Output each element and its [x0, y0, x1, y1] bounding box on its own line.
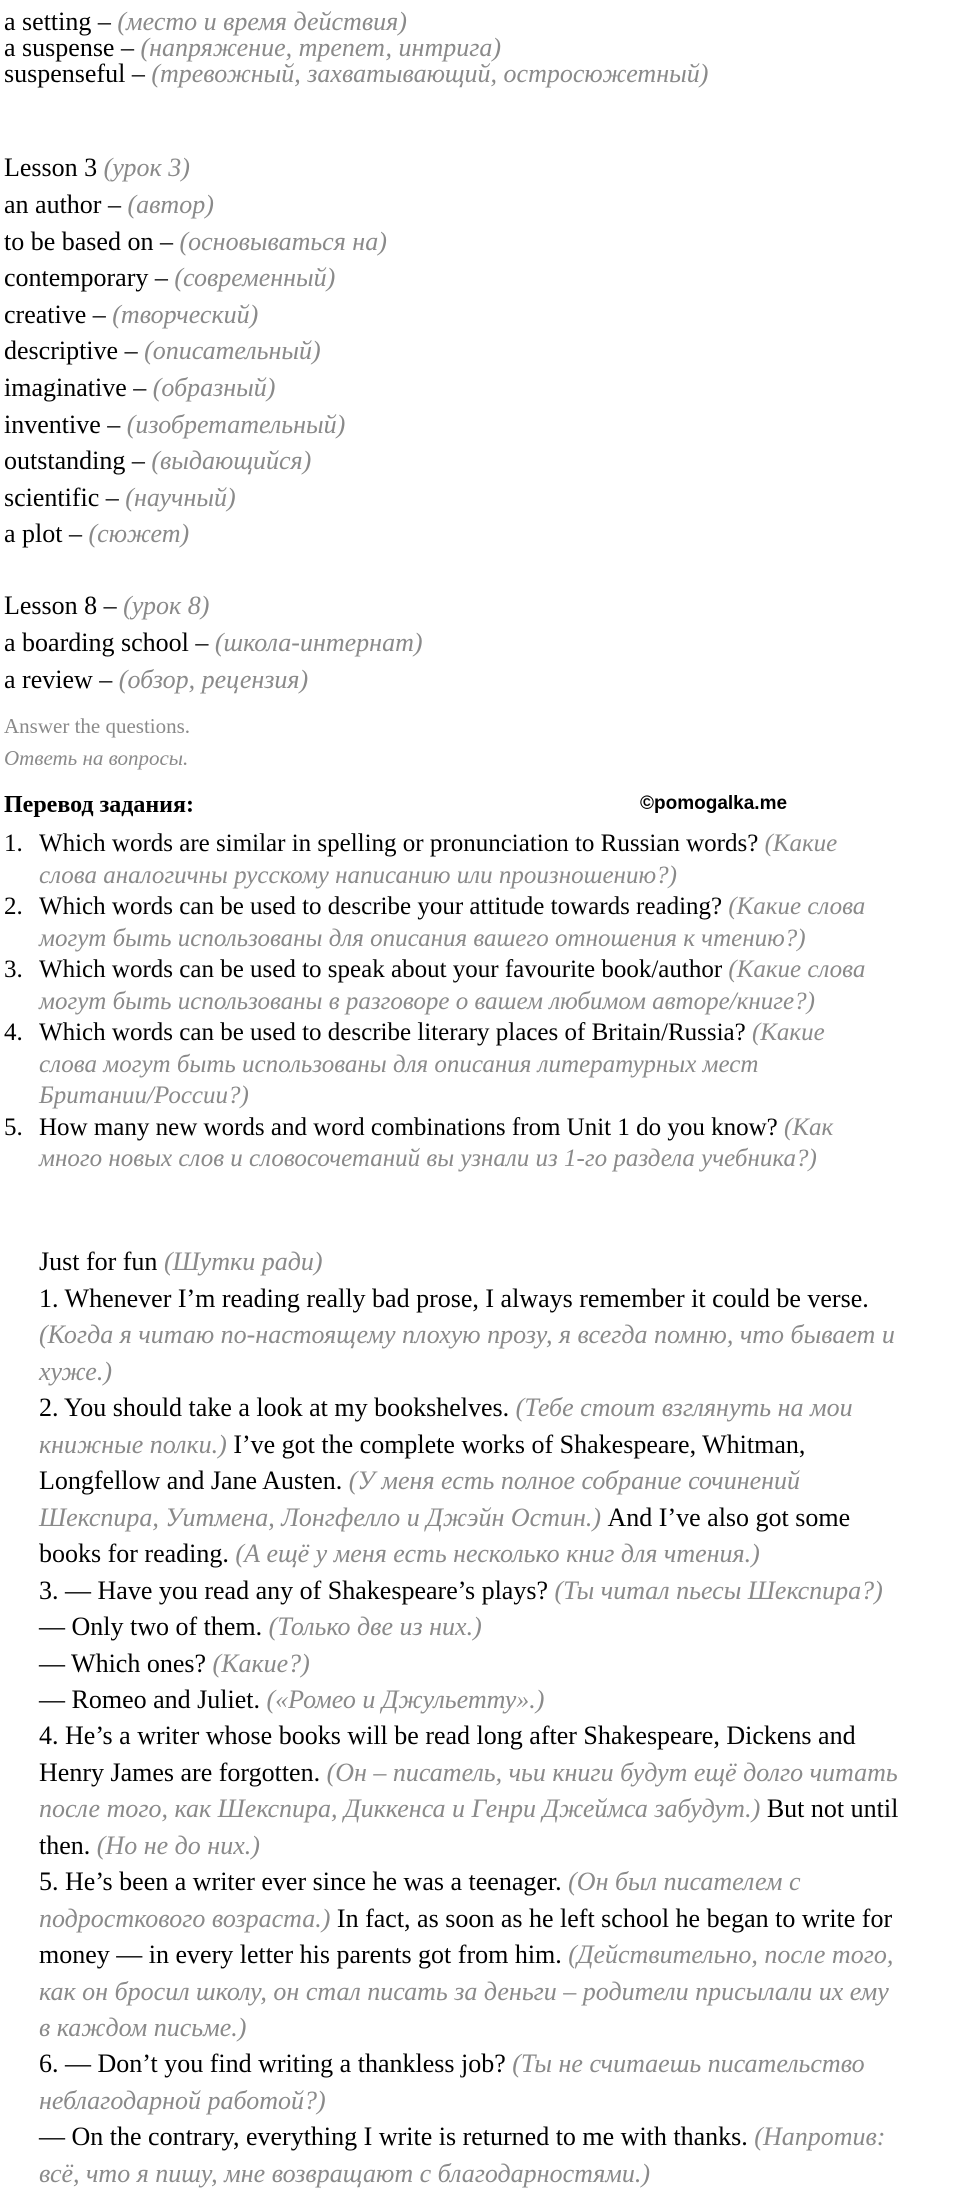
- vocab-translation: (современный): [174, 263, 336, 293]
- joke-translation: Шекспира, Уитмена, Лонгфелло и Джэйн Остин.): [39, 1502, 602, 1532]
- joke-text: 4. He’s a writer whose books will be read long after Shakespeare, Dickens and: [39, 1721, 856, 1751]
- joke-text: 1. Whenever I’m reading really bad prose, I always remember it could be verse.: [39, 1284, 869, 1313]
- joke-translation: (Ты не считаешь писательство: [512, 2049, 865, 2079]
- joke-text: money — in every letter his parents got from him.: [39, 1940, 562, 1970]
- joke-translation: (Только две из них.): [268, 1612, 482, 1642]
- question-text: Which words can be used to speak about your favourite book/author: [39, 956, 723, 983]
- vocab-word: to be based on: [4, 226, 154, 256]
- joke-translation: (Какие?): [212, 1648, 310, 1678]
- joke-text: But not until: [766, 1794, 899, 1824]
- question-translation: могут быть использованы для описания вашего отношения к чтению?): [39, 924, 806, 952]
- joke-line: [39, 1936, 893, 1973]
- joke-translation: всё, что я пишу, мне возвращают с благодарностями.): [39, 2158, 651, 2188]
- joke-line: [39, 1754, 898, 1791]
- vocab-word: inventive: [4, 409, 101, 439]
- joke-line: [39, 1900, 892, 1937]
- fun-title-text: Just for fun: [39, 1247, 158, 1276]
- vocab-word: a plot: [4, 519, 63, 549]
- vocab-line: contemporary – (современный): [4, 263, 336, 293]
- joke-translation: (Тебе стоит взглянуть на мои: [515, 1393, 853, 1423]
- joke-line: [39, 1389, 853, 1426]
- joke-text: 5. He’s been a writer ever since he was a teenager.: [39, 1867, 562, 1897]
- question-translation: (Какие слова: [728, 893, 866, 920]
- question-text: Which words are similar in spelling or pronunciation to Russian words?: [39, 830, 759, 857]
- question-text: How many new words and word combinations from Unit 1 do you know?: [39, 1113, 778, 1141]
- joke-line: [39, 1499, 850, 1536]
- lesson-3-heading: [4, 149, 190, 186]
- vocab-line: a setting – (место и время действия): [4, 7, 407, 36]
- joke-line: [39, 1973, 889, 2010]
- vocab-translation: (школа-интернат): [214, 628, 423, 657]
- vocab-word: a boarding school: [4, 628, 189, 657]
- question-translation: (Какие слова: [728, 956, 866, 983]
- joke-translation: (Действительно, после того,: [568, 1940, 894, 1970]
- vocab-translation: (основываться на): [179, 226, 387, 256]
- joke-translation: в каждом письме.): [39, 2013, 247, 2042]
- question-translation: (Какие: [751, 1019, 825, 1046]
- vocab-word: creative: [4, 299, 87, 329]
- joke-translation: (У меня есть полное собрание сочинений: [348, 1466, 801, 1496]
- joke-text: In fact, as soon as he left school he began to write for: [336, 1903, 893, 1933]
- vocab-line: to be based on – (основываться на): [4, 226, 387, 256]
- vocab-line: a plot – (сюжет): [4, 519, 190, 549]
- translation-header: Перевод задания:: [4, 792, 194, 818]
- question-number: 5.: [4, 1113, 23, 1141]
- vocab-translation: (образный): [152, 373, 276, 402]
- joke-line: [39, 1535, 760, 1572]
- lesson-title-translation: (урок 3): [103, 153, 190, 182]
- joke-text: — On the contrary, everything I write is returned to me with thanks.: [39, 2122, 748, 2152]
- question-number: 1.: [4, 830, 23, 857]
- joke-text: I’ve got the complete works of Shakespeare, Whitman,: [233, 1429, 806, 1459]
- joke-translation: (Когда я читаю по-настоящему плохую прозу, я всегда помню, что бывает и: [39, 1320, 895, 1350]
- question-translation: слова могут быть использованы для описания литературных мест: [39, 1050, 759, 1078]
- joke-line: [39, 1863, 801, 1900]
- joke-line: [39, 1645, 310, 1682]
- vocab-line: an author – (автор): [4, 190, 214, 219]
- joke-line: [39, 1462, 800, 1499]
- joke-translation: подросткового возраста.): [39, 1903, 331, 1933]
- question-number: 2.: [4, 893, 23, 920]
- vocab-line: a boarding school – (школа-интернат): [4, 628, 423, 657]
- question-translation: слова аналогичны русскому написанию или произношению?): [39, 861, 677, 889]
- joke-translation: хуже.): [39, 1356, 112, 1386]
- vocab-line: creative – (творческий): [4, 299, 259, 329]
- joke-text: — Only two of them.: [39, 1612, 263, 1642]
- joke-text: Longfellow and Jane Austen.: [39, 1466, 343, 1496]
- question-translation: (Какие: [764, 830, 838, 857]
- joke-translation: как он бросил школу, он стал писать за деньги – родители присылали их ему: [39, 1976, 889, 2006]
- vocab-word: imaginative: [4, 373, 127, 402]
- joke-translation: (Он – писатель, чьи книги будут ещё долго читать: [326, 1757, 898, 1787]
- lesson-title: Lesson 8: [4, 591, 98, 620]
- fun-title: [39, 1243, 323, 1280]
- watermark: ©pomogalka.me: [640, 793, 788, 814]
- vocab-translation: (автор): [127, 190, 214, 219]
- joke-line: [39, 2082, 326, 2119]
- joke-line: [39, 1426, 805, 1463]
- joke-line: [39, 1572, 883, 1609]
- joke-translation: после того, как Шекспира, Диккенса и Генри Джеймса забудут.): [39, 1794, 761, 1824]
- joke-line: [39, 2155, 650, 2192]
- vocab-word: descriptive: [4, 336, 119, 366]
- vocab-translation: (изобретательный): [126, 409, 346, 439]
- joke-translation: (Он был писателем с: [568, 1867, 801, 1897]
- vocab-translation: (описательный): [144, 336, 321, 366]
- vocab-line: inventive – (изобретательный): [4, 409, 346, 439]
- task-text: Answer the questions.: [4, 714, 191, 738]
- vocab-line: descriptive – (описательный): [4, 336, 321, 366]
- joke-line: [39, 1316, 895, 1353]
- question-text: Which words can be used to describe literary places of Britain/Russia?: [39, 1019, 746, 1046]
- joke-translation: неблагодарной работой?): [39, 2085, 326, 2115]
- joke-line: [39, 1827, 260, 1864]
- joke-translation: книжные полки.): [39, 1429, 227, 1459]
- vocab-line: scientific – (научный): [4, 482, 236, 512]
- vocab-word: an author: [4, 190, 102, 219]
- vocab-translation: (тревожный, захватывающий, остросюжетный): [151, 59, 709, 88]
- joke-text: 2. You should take a look at my bookshelves.: [39, 1393, 510, 1423]
- question-text: Which words can be used to describe your attitude towards reading?: [39, 893, 723, 920]
- joke-translation: (Но не до них.): [96, 1830, 260, 1860]
- vocab-word: a suspense: [4, 33, 115, 62]
- vocab-word: outstanding: [4, 446, 126, 476]
- joke-text: 3. — Have you read any of Shakespeare’s plays?: [39, 1575, 548, 1605]
- vocab-translation: (напряжение, трепет, интрига): [140, 33, 502, 62]
- lesson-title: Lesson 3: [4, 153, 98, 182]
- vocab-line: a review – (обзор, рецензия): [4, 664, 309, 694]
- joke-line: [39, 1790, 898, 1827]
- question-translation: Британии/России?): [39, 1082, 249, 1109]
- vocab-translation: (творческий): [112, 299, 259, 329]
- fun-title-translation: (Шутки ради): [163, 1247, 323, 1276]
- joke-line: [39, 2009, 246, 2046]
- question-line: [4, 1140, 817, 1177]
- vocab-translation: (научный): [125, 482, 236, 512]
- joke-line: [39, 1717, 856, 1754]
- vocab-line: imaginative – (образный): [4, 373, 276, 402]
- vocab-word: contemporary: [4, 263, 149, 293]
- joke-line: [39, 1280, 869, 1317]
- vocab-line: outstanding – (выдающийся): [4, 446, 312, 476]
- question-number: 3.: [4, 956, 23, 983]
- vocab-translation: (обзор, рецензия): [118, 664, 309, 694]
- joke-text: And I’ve also got some: [607, 1502, 851, 1532]
- joke-line: [39, 2118, 885, 2155]
- joke-translation: (Ты читал пьесы Шекспира?): [554, 1575, 883, 1605]
- joke-text: then.: [39, 1830, 91, 1860]
- vocab-line: a suspense – (напряжение, трепет, интрига): [4, 33, 502, 62]
- vocab-translation: (выдающийся): [151, 446, 312, 476]
- joke-line: [39, 1681, 544, 1718]
- lesson-title-translation: (урок 8): [123, 591, 210, 620]
- lesson-8-heading: Lesson 8 – (урок 8): [4, 591, 210, 620]
- question-translation: много новых слов и словосочетаний вы узнали из 1-го раздела учебника?): [39, 1145, 817, 1172]
- question-number: 4.: [4, 1019, 23, 1046]
- joke-line: [39, 1353, 112, 1390]
- joke-text: — Romeo and Juliet.: [39, 1684, 260, 1714]
- joke-line: [39, 1608, 482, 1645]
- question-translation: могут быть использованы в разговоре о вашем любимом авторе/книге?): [39, 987, 815, 1015]
- vocab-translation: (сюжет): [88, 519, 190, 549]
- task-text-translation: Ответь на вопросы.: [4, 746, 189, 770]
- vocab-translation: (место и время действия): [117, 7, 407, 36]
- vocab-line: suspenseful – (тревожный, захватывающий, остросюжетный): [4, 59, 709, 88]
- question-translation: (Как: [784, 1113, 834, 1141]
- vocab-word: a review: [4, 664, 93, 694]
- joke-line: [39, 2045, 865, 2082]
- joke-translation: (А ещё у меня есть несколько книг для чтения.): [235, 1539, 760, 1569]
- joke-text: Henry James are forgotten.: [39, 1757, 321, 1787]
- vocab-word: a setting: [4, 7, 92, 36]
- vocab-word: suspenseful: [4, 59, 126, 88]
- joke-text: books for reading.: [39, 1539, 229, 1569]
- vocab-word: scientific: [4, 482, 100, 512]
- joke-text: — Which ones?: [39, 1648, 207, 1678]
- joke-translation: («Ромео и Джульетту».): [266, 1684, 545, 1714]
- joke-text: 6. — Don’t you find writing a thankless job?: [39, 2049, 506, 2079]
- joke-translation: (Напротив:: [754, 2122, 886, 2152]
